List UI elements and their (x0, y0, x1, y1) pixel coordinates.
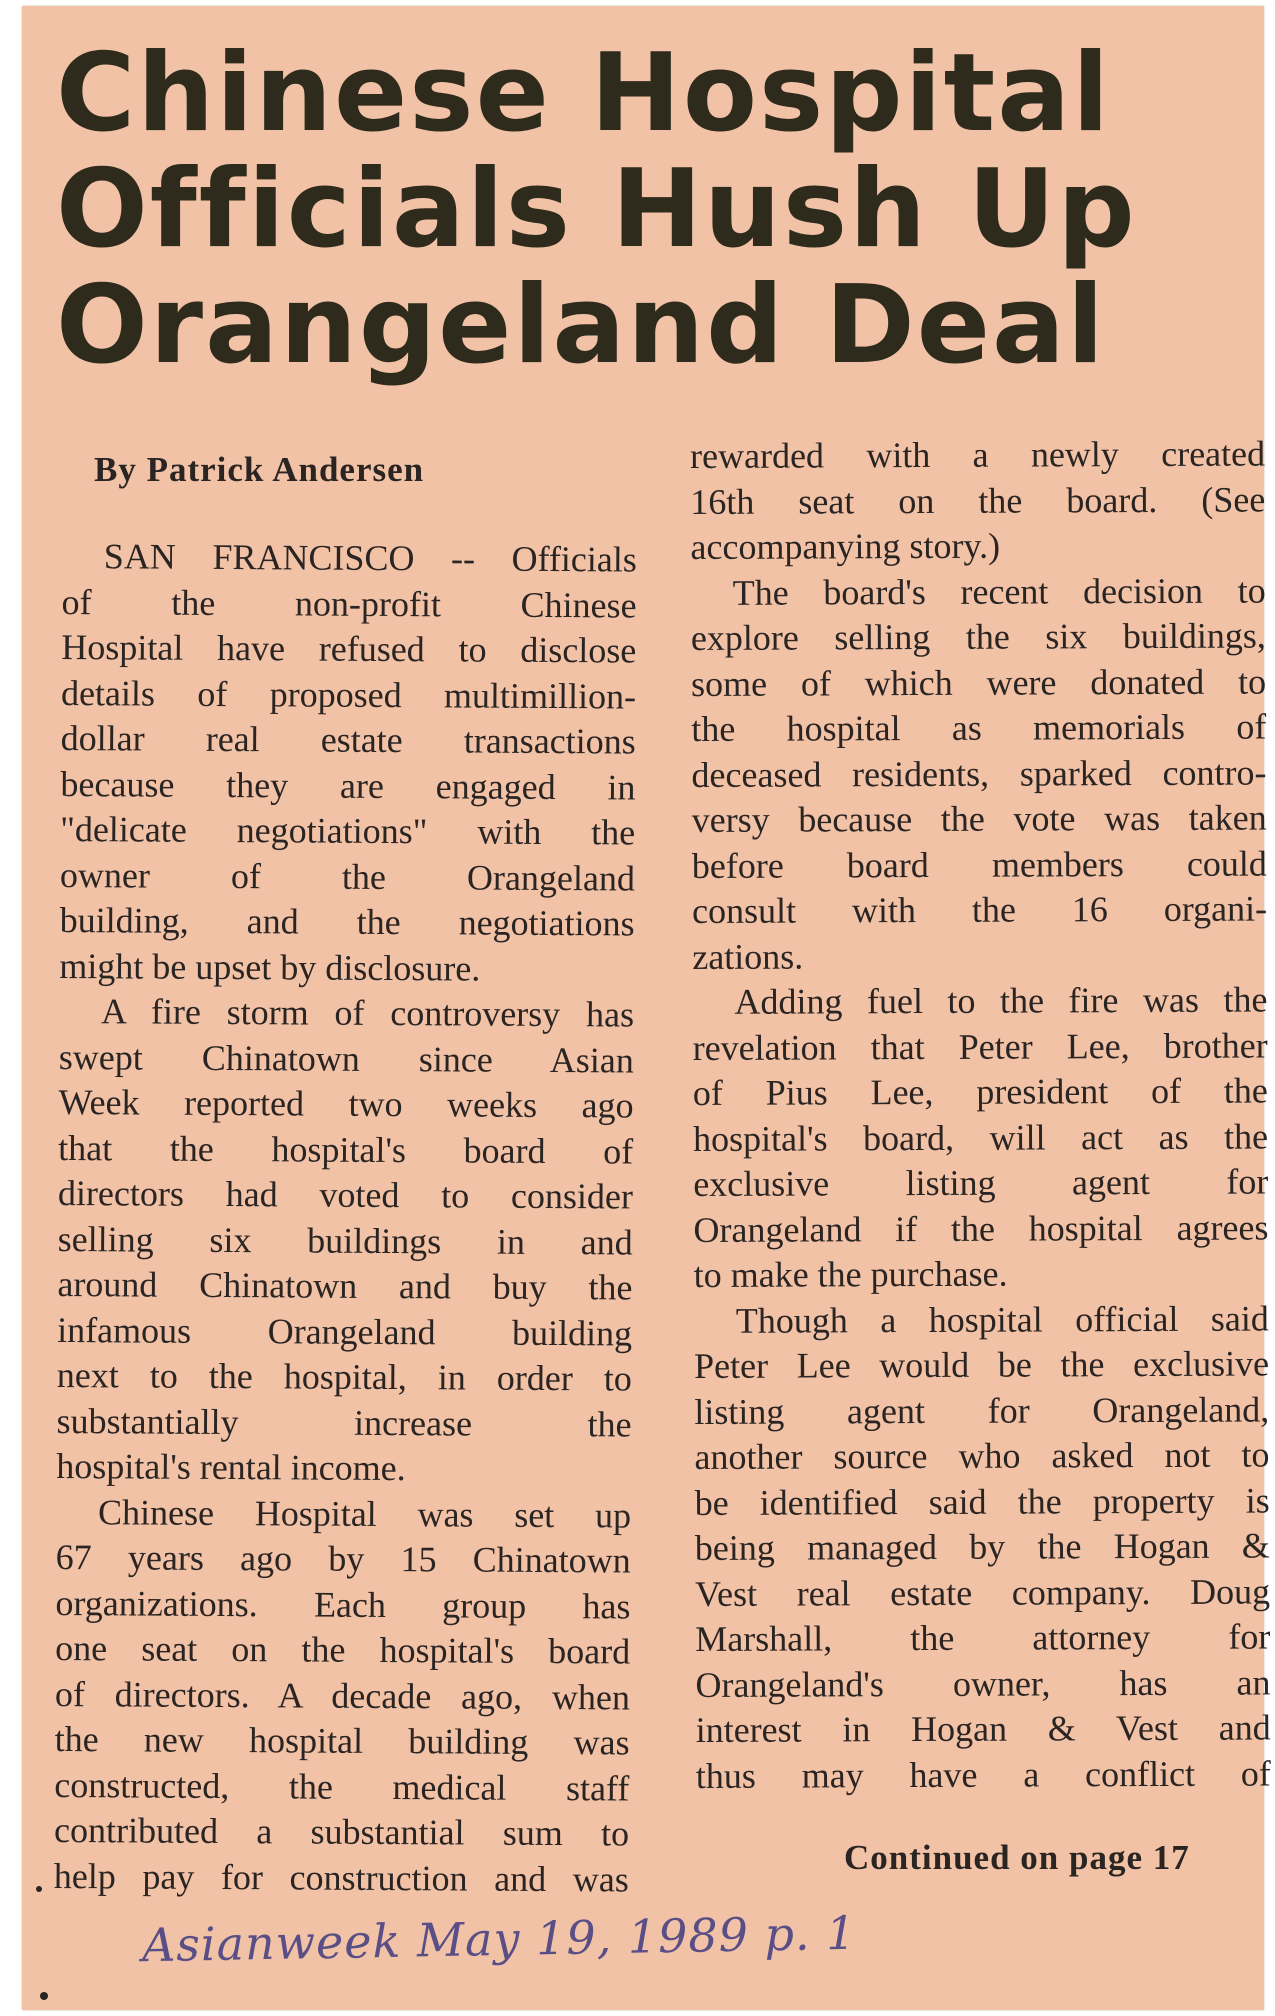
article-line: of Pius Lee, president of the (692, 1070, 1268, 1113)
article-line: selling six buildings in and (57, 1218, 633, 1262)
article-line: listing agent for Orangeland, (694, 1388, 1270, 1432)
article-line: substantially increase the (56, 1400, 632, 1444)
article-line: organizations. Each group has (55, 1582, 631, 1626)
article-line: building, and the negotiations (59, 899, 635, 944)
newspaper-clipping (22, 6, 1271, 2010)
headline-line: Orangeland Deal (56, 263, 1106, 388)
article-line: 67 years ago by 15 Chinatown (55, 1536, 631, 1581)
article-line: The board's recent decision to (732, 569, 1266, 613)
article-line: Though a hospital official said (735, 1297, 1269, 1341)
headline-line: Officials Hush Up (56, 147, 1137, 272)
article-line: rewarded with a newly created (690, 433, 1266, 476)
article-line: might be upset by disclosure. (59, 945, 481, 989)
article-column-left (54, 534, 637, 1902)
article-line: interest in Hogan & Vest and (695, 1707, 1271, 1750)
article-line: revelation that Peter Lee, brother (692, 1024, 1268, 1068)
article-line: Hospital have refused to disclose (61, 626, 637, 671)
article-line: dollar real estate transactions (60, 717, 636, 762)
article-line: that the hospital's board of (58, 1127, 634, 1172)
continued-notice: Continued on page 17 (844, 1838, 1190, 1877)
article-line: the new hospital building was (54, 1718, 630, 1763)
article-line: thus may have a conflict of (695, 1752, 1271, 1796)
article-line: Chinese Hospital was set up (97, 1491, 632, 1535)
article-line: deceased residents, sparked contro- (691, 751, 1267, 795)
headline (56, 31, 1137, 388)
article-line: hospital's board, will act as the (692, 1115, 1269, 1159)
article-line: consult with the 16 organi- (691, 888, 1268, 931)
article-line: directors had voted to consider (57, 1172, 634, 1217)
article-line: some of which were donated to (691, 660, 1267, 704)
article-line: Vest real estate company. Doug (694, 1570, 1271, 1614)
article-line: another source who asked not to (694, 1434, 1270, 1477)
article-line: owner of the Orangeland (59, 854, 636, 899)
headline-line: Chinese Hospital (56, 31, 1112, 156)
article-line: around Chinatown and buy the (57, 1263, 633, 1308)
article-line: exclusive listing agent for (693, 1161, 1269, 1204)
ink-speck (36, 1886, 42, 1892)
article-line: one seat on the hospital's board (55, 1627, 631, 1672)
handwritten-source-note: Asianweek May 19, 1989 p. 1 (141, 1905, 857, 1973)
article-line: Orangeland's owner, has an (695, 1661, 1271, 1705)
article-line: next to the hospital, in order to (56, 1354, 632, 1399)
article-line: the hospital as memorials of (691, 706, 1267, 749)
article-line: SAN FRANCISCO -- Officials (103, 536, 637, 580)
article-line: accompanying story.) (690, 525, 1001, 567)
article-line: versy because the vote was taken (691, 797, 1267, 840)
article-line: hospital's rental income. (56, 1445, 406, 1489)
article-line: swept Chinatown since Asian (58, 1036, 634, 1081)
article-line: being managed by the Hogan & (694, 1525, 1270, 1568)
article-line: Marshall, the attorney for (695, 1616, 1271, 1659)
article-line: Week reported two weeks ago (58, 1081, 634, 1126)
article-line: before board members could (691, 842, 1267, 886)
article-line: constructed, the medical staff (54, 1764, 630, 1808)
byline: By Patrick Andersen (94, 450, 425, 489)
article-line: "delicate negotiations" with the (60, 808, 636, 853)
article-line: Adding fuel to the fire was the (734, 979, 1268, 1022)
article-line: to make the purchase. (693, 1253, 1008, 1295)
article-line: A fire storm of controversy has (100, 991, 635, 1035)
ink-speck (40, 1992, 48, 2000)
article-line: 16th seat on the board. (See (690, 478, 1266, 522)
article-line: of the non-profit Chinese (61, 581, 637, 626)
article-line: Peter Lee would be the exclusive (693, 1343, 1270, 1386)
article-line: help pay for construction and was (53, 1855, 629, 1899)
article-line: explore selling the six buildings, (690, 615, 1266, 658)
article-line: of directors. A decade ago, when (54, 1673, 631, 1717)
article-line: details of proposed multimillion- (60, 672, 637, 717)
article-line: be identified said the property is (694, 1479, 1270, 1523)
article-line: zations. (692, 936, 804, 977)
article-line: because they are engaged in (60, 763, 636, 808)
article-column-right (690, 431, 1271, 1798)
article-line: infamous Orangeland building (57, 1309, 633, 1353)
article-line: Orangeland if the hospital agrees (693, 1206, 1269, 1250)
article-line: contributed a substantial sum to (53, 1809, 630, 1854)
